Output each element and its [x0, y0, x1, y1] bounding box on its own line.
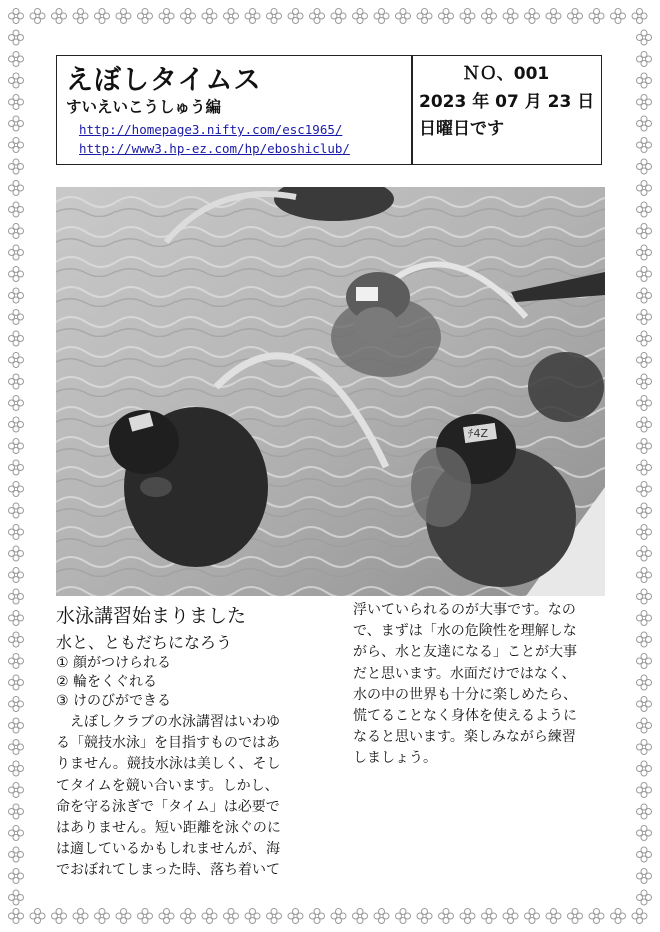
newsletter-header — [56, 55, 602, 165]
border-ornament — [9, 503, 24, 518]
border-ornament — [9, 52, 24, 67]
border-ornament — [9, 30, 24, 45]
border-ornament — [9, 869, 24, 884]
border-ornament — [9, 288, 24, 303]
border-ornament — [637, 439, 652, 454]
border-ornament — [9, 847, 24, 862]
border-ornament — [525, 909, 540, 924]
border-ornament — [396, 909, 411, 924]
border-ornament — [568, 909, 583, 924]
border-ornament — [9, 417, 24, 432]
border-ornament — [9, 353, 24, 368]
body-line: 慌てることなく身体を使えるように — [353, 708, 577, 725]
border-ornament — [637, 396, 652, 411]
border-ornament — [637, 589, 652, 604]
border-ornament — [637, 417, 652, 432]
border-ornament — [9, 267, 24, 282]
border-ornament — [310, 9, 325, 24]
border-ornament — [632, 9, 647, 24]
lesson-goal-item: ② 輪をくぐれる — [56, 674, 158, 690]
border-ornament — [73, 9, 88, 24]
cap-label: ﾁ4Z — [468, 427, 489, 440]
border-ornament — [637, 245, 652, 260]
border-ornament — [9, 460, 24, 475]
lesson-goal-item: ③ けのびができる — [56, 693, 172, 709]
border-ornament — [116, 909, 131, 924]
body-line: りません。競技水泳は美しく、そし — [56, 756, 281, 773]
border-ornament — [73, 909, 88, 924]
body-line: しましょう。 — [353, 750, 437, 767]
border-ornament — [267, 9, 282, 24]
border-ornament — [637, 95, 652, 110]
border-ornament — [637, 353, 652, 368]
body-line: なると思います。楽しみながら練習 — [353, 729, 576, 746]
border-ornament — [637, 718, 652, 733]
border-ornament — [637, 30, 652, 45]
border-ornament — [9, 568, 24, 583]
body-line: る「競技水泳」を目指すものではあ — [56, 735, 280, 752]
border-ornament — [546, 9, 561, 24]
border-ornament — [546, 909, 561, 924]
border-ornament — [637, 847, 652, 862]
border-ornament — [637, 761, 652, 776]
border-ornament — [288, 9, 303, 24]
border-ornament — [637, 826, 652, 841]
border-ornament — [637, 267, 652, 282]
border-ornament — [503, 909, 518, 924]
border-ornament — [9, 9, 24, 24]
body-line: てタイムを競い合います。しかし、 — [56, 777, 279, 794]
border-ornament — [417, 9, 432, 24]
border-ornament — [637, 288, 652, 303]
border-ornament — [9, 181, 24, 196]
border-ornament — [9, 331, 24, 346]
border-ornament — [637, 73, 652, 88]
border-ornament — [460, 9, 475, 24]
body-line: だと思います。水面だけではなく、 — [353, 665, 576, 682]
border-ornament — [637, 138, 652, 153]
border-ornament — [396, 9, 411, 24]
border-ornament — [9, 654, 24, 669]
border-ornament — [202, 909, 217, 924]
border-ornament — [52, 909, 67, 924]
border-ornament — [9, 761, 24, 776]
border-ornament — [9, 482, 24, 497]
border-ornament — [374, 9, 389, 24]
swimming-lesson-photo — [56, 187, 605, 596]
border-ornament — [30, 909, 45, 924]
border-ornament — [637, 611, 652, 626]
border-ornament — [9, 611, 24, 626]
body-line: 浮いていられるのが大事です。なの — [353, 602, 576, 618]
body-line: がら、水と友達になる」ことが大事 — [353, 644, 577, 661]
body-line: はありません。短い距離を泳ぐのに — [56, 820, 281, 837]
border-ornament — [9, 396, 24, 411]
border-ornament — [568, 9, 583, 24]
border-ornament — [637, 568, 652, 583]
border-ornament — [611, 909, 626, 924]
border-ornament — [331, 909, 346, 924]
border-ornament — [9, 525, 24, 540]
border-ornament — [9, 546, 24, 561]
border-ornament — [9, 697, 24, 712]
body-line: は適しているかもしれませんが、海 — [56, 841, 280, 858]
border-ornament — [181, 9, 196, 24]
border-ornament — [267, 909, 282, 924]
newsletter-title: えぼしタイムス — [66, 65, 262, 96]
issue-date: 2023 年 07 月 23 日 — [419, 92, 595, 112]
border-ornament — [637, 116, 652, 131]
border-ornament — [331, 9, 346, 24]
border-ornament — [503, 9, 518, 24]
article-body-right-column — [353, 600, 609, 770]
border-ornament — [52, 9, 67, 24]
border-ornament — [95, 909, 110, 924]
border-ornament — [482, 9, 497, 24]
border-ornament — [9, 374, 24, 389]
border-ornament — [9, 783, 24, 798]
border-ornament — [9, 909, 24, 924]
border-ornament — [637, 804, 652, 819]
border-ornament — [224, 9, 239, 24]
border-ornament — [637, 181, 652, 196]
border-ornament — [374, 909, 389, 924]
border-ornament — [9, 439, 24, 454]
border-ornament — [9, 804, 24, 819]
newsletter-subtitle: すいえいこうしゅう編 — [66, 98, 222, 116]
border-ornament — [310, 909, 325, 924]
border-ornament — [9, 826, 24, 841]
body-line: で、まずは「水の危険性を理解しな — [353, 623, 577, 640]
border-ornament — [637, 546, 652, 561]
issue-number: ＮＯ、001 — [462, 64, 550, 84]
border-ornament — [224, 909, 239, 924]
border-ornament — [637, 52, 652, 67]
border-ornament — [181, 909, 196, 924]
border-ornament — [460, 909, 475, 924]
border-ornament — [288, 909, 303, 924]
border-ornament — [9, 202, 24, 217]
border-ornament — [9, 95, 24, 110]
border-ornament — [637, 202, 652, 217]
border-ornament — [637, 632, 652, 647]
border-ornament — [637, 675, 652, 690]
lesson-goals-list — [56, 654, 171, 711]
homepage-link[interactable]: http://homepage3.nifty.com/esc1965/ — [79, 122, 343, 137]
border-ornament — [637, 740, 652, 755]
border-ornament — [632, 909, 647, 924]
border-ornament — [439, 9, 454, 24]
body-line: でおぼれてしまった時、落ち着いて — [56, 862, 280, 879]
border-ornament — [9, 73, 24, 88]
body-line: えぼしクラブの水泳講習はいわゆ — [56, 714, 280, 730]
article-subhead: 水と、ともだちになろう — [56, 633, 233, 652]
border-ornament — [611, 9, 626, 24]
border-ornament — [637, 159, 652, 174]
border-ornament — [159, 9, 174, 24]
club-page-link[interactable]: http://www3.hp-ez.com/hp/eboshiclub/ — [79, 141, 350, 156]
border-ornament — [439, 909, 454, 924]
border-ornament — [637, 310, 652, 325]
border-ornament — [589, 909, 604, 924]
border-ornament — [353, 909, 368, 924]
border-ornament — [30, 9, 45, 24]
border-ornament — [9, 890, 24, 905]
border-ornament — [9, 224, 24, 239]
border-ornament — [637, 869, 652, 884]
border-ornament — [9, 310, 24, 325]
border-ornament — [589, 9, 604, 24]
border-ornament — [637, 654, 652, 669]
body-line: 命を守る泳ぎで「タイム」は必要で — [56, 798, 280, 815]
border-ornament — [637, 503, 652, 518]
border-ornament — [9, 718, 24, 733]
border-ornament — [353, 9, 368, 24]
border-ornament — [138, 9, 153, 24]
border-ornament — [138, 909, 153, 924]
body-line: 水の中の世界も十分に楽しめたら、 — [353, 686, 577, 703]
border-ornament — [202, 9, 217, 24]
border-ornament — [9, 589, 24, 604]
border-ornament — [159, 909, 174, 924]
border-ornament — [637, 783, 652, 798]
border-ornament — [9, 675, 24, 690]
border-ornament — [95, 9, 110, 24]
lesson-goal-item: ① 顔がつけられる — [56, 655, 172, 671]
border-ornament — [637, 482, 652, 497]
border-ornament — [637, 697, 652, 712]
border-ornament — [637, 460, 652, 475]
border-ornament — [9, 740, 24, 755]
border-ornament — [637, 374, 652, 389]
border-ornament — [9, 632, 24, 647]
article-body-left-column — [56, 712, 318, 882]
border-ornament — [637, 224, 652, 239]
border-ornament — [245, 9, 260, 24]
article-headline: 水泳講習始まりました — [56, 605, 247, 627]
issue-weekday: 日曜日です — [419, 119, 504, 139]
border-ornament — [525, 9, 540, 24]
border-ornament — [482, 909, 497, 924]
border-ornament — [116, 9, 131, 24]
border-ornament — [637, 525, 652, 540]
border-ornament — [9, 138, 24, 153]
border-ornament — [637, 331, 652, 346]
border-ornament — [417, 909, 432, 924]
border-ornament — [9, 245, 24, 260]
border-ornament — [9, 116, 24, 131]
border-ornament — [245, 909, 260, 924]
border-ornament — [637, 890, 652, 905]
border-ornament — [9, 159, 24, 174]
